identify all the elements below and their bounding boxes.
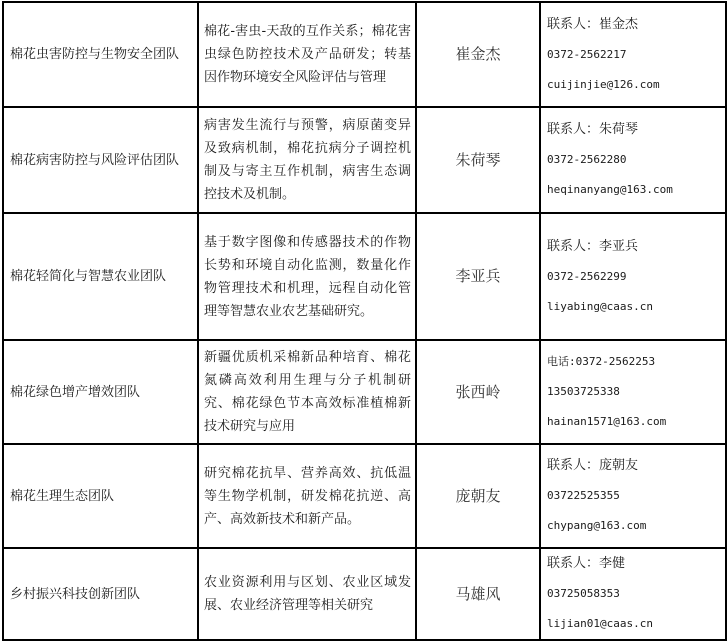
team-name: 乡村振兴科技创新团队: [3, 548, 198, 640]
contact-person: 联系人：李健: [547, 556, 626, 571]
team-name: 棉花绿色增产增效团队: [3, 340, 198, 444]
team-leader: 张西岭: [416, 340, 540, 444]
team-leader: 庞朝友: [416, 444, 540, 548]
team-name: 棉花病害防控与风险评估团队: [3, 107, 198, 213]
contact-email: lijian01@caas.cn: [547, 617, 653, 630]
team-name: 棉花生理生态团队: [3, 444, 198, 548]
table-row: [3, 107, 726, 213]
research-focus: 病害发生流行与预警，病原菌变异及致病机制，棉花抗病分子调控机制及与寄主互作机制，病害生态调控技术及机制。: [198, 107, 416, 213]
table-row: [3, 548, 726, 640]
contact-info: [540, 340, 726, 444]
contact-person: 联系人：朱荷琴: [547, 122, 639, 137]
contact-phone: 0372-2562280: [547, 153, 627, 166]
team-leader: 马雄风: [416, 548, 540, 640]
contact-info: [540, 2, 726, 107]
contact-person: 联系人：崔金杰: [547, 16, 639, 32]
contact-email: cuijinjie@126.com: [547, 77, 660, 91]
table-row: [3, 444, 726, 548]
contact-info: [540, 548, 726, 640]
contact-info: [540, 213, 726, 340]
research-focus: 研究棉花抗旱、营养高效、抗低温等生物学机制，研发棉花抗逆、高产、高效新技术和新产品。: [198, 444, 416, 548]
research-focus: 棉花-害虫-天敌的互作关系；棉花害虫绿色防控技术及产品研发；转基因作物环境安全风险评估与管理: [198, 2, 416, 107]
contact-mobile: 13503725338: [547, 385, 620, 398]
table-row: [3, 2, 726, 107]
research-teams-table: [2, 1, 727, 641]
research-focus: 农业资源利用与区划、农业区域发展、农业经济管理等相关研究: [198, 548, 416, 640]
contact-person: 联系人：李亚兵: [547, 238, 639, 254]
contact-phone: 03725058353: [547, 587, 620, 600]
contact-person: 联系人：庞朝友: [547, 458, 639, 473]
team-name: 棉花虫害防控与生物安全团队: [3, 2, 198, 107]
team-leader: 朱荷琴: [416, 107, 540, 213]
research-focus: 基于数字图像和传感器技术的作物长势和环境自动化监测，数量化作物管理技术和机理，远程自动化管理等智慧农业农艺基础研究。: [198, 213, 416, 340]
table-row: [3, 213, 726, 340]
contact-phone: 电话:0372-2562253: [547, 355, 656, 368]
contact-info: [540, 107, 726, 213]
table-row: [3, 340, 726, 444]
contact-info: [540, 444, 726, 548]
team-leader: 崔金杰: [416, 2, 540, 107]
contact-email: chypang@163.com: [547, 519, 647, 532]
research-focus: 新疆优质机采棉新品种培育、棉花氮磷高效利用生理与分子机制研究、棉花绿色节本高效标准植棉新技术研究与应用: [198, 340, 416, 444]
contact-email: hainan1571@163.com: [547, 415, 667, 428]
team-leader: 李亚兵: [416, 213, 540, 340]
team-name: 棉花轻简化与智慧农业团队: [3, 213, 198, 340]
contact-phone: 03722525355: [547, 489, 620, 502]
contact-email: liyabing@caas.cn: [547, 299, 653, 313]
contact-phone: 0372-2562299: [547, 269, 627, 283]
contact-phone: 0372-2562217: [547, 47, 627, 61]
contact-email: heqinanyang@163.com: [547, 183, 673, 196]
